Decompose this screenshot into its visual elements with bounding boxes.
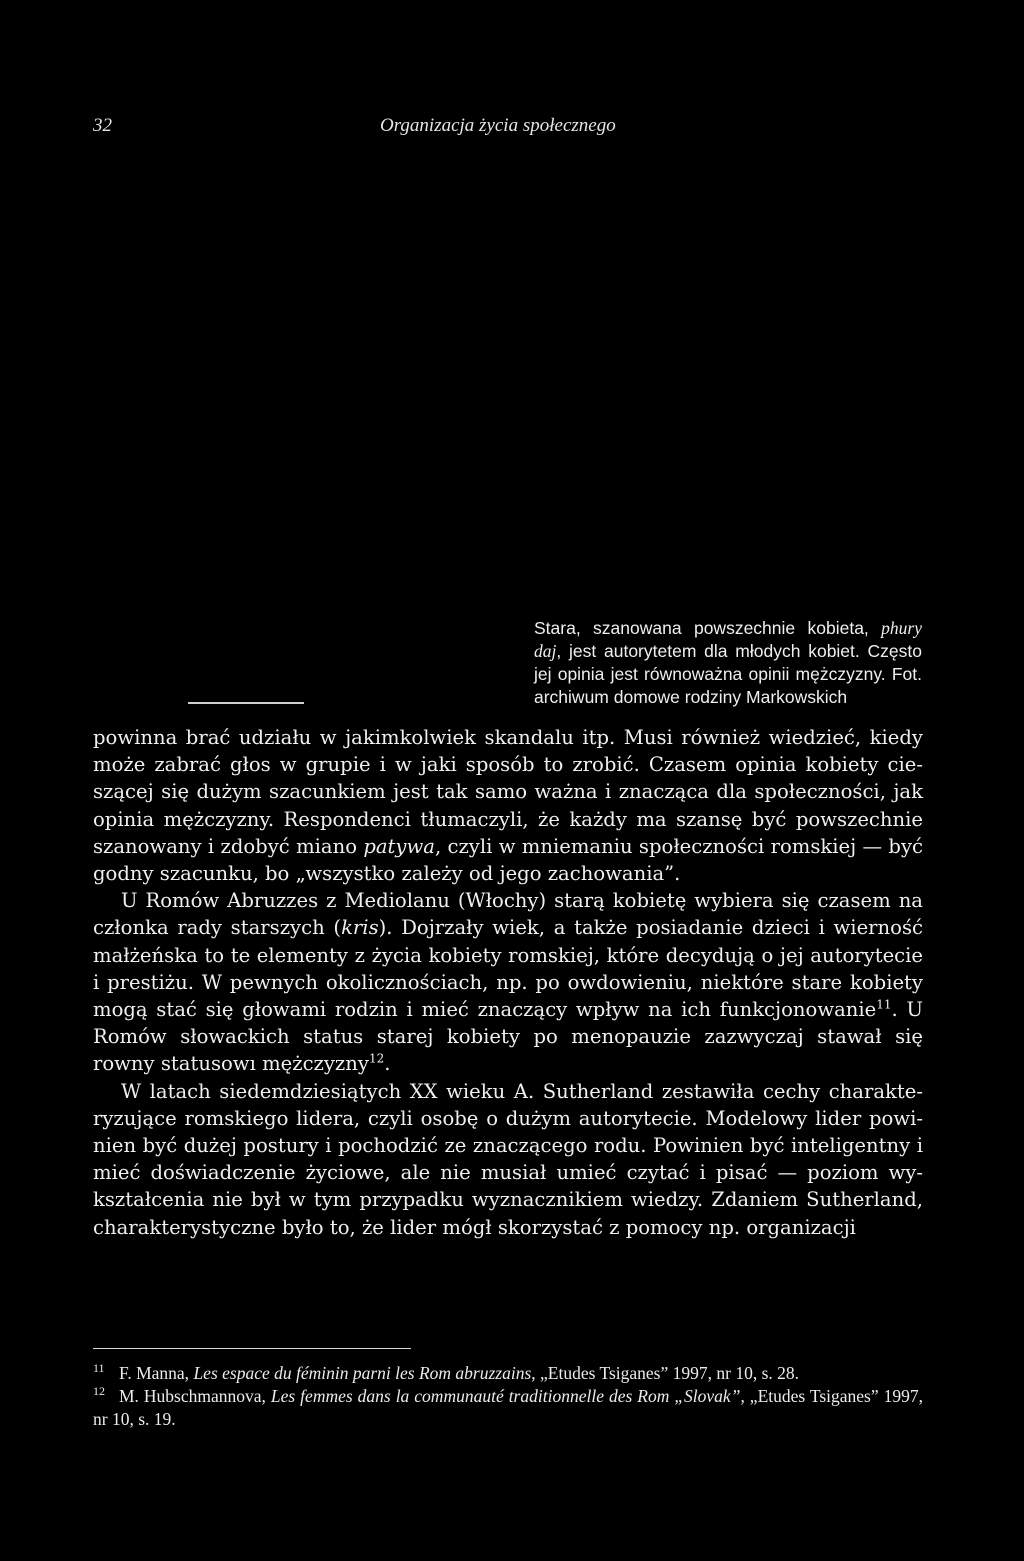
paragraph-2 <box>93 887 923 1077</box>
caption-term: phury daj <box>534 618 922 661</box>
photo-caption <box>534 617 922 709</box>
page-number: 32 <box>93 115 112 136</box>
footnote-ref-11[interactable]: 11 <box>876 997 892 1012</box>
paragraph-1 <box>93 724 923 887</box>
paragraph-2-text-c: . U Romów słowackich status starej kobiety po menopauzie zazwyczaj stawał się rowny statusowı mężczyzny <box>93 998 923 1076</box>
photograph <box>93 160 928 600</box>
photo-edge-line <box>188 702 304 704</box>
running-title: Organizacja życia społecznego <box>380 115 616 136</box>
paragraph-1-text-a: powinna brać udziału w jakimkolwiek skandalu itp. Musi również wiedzieć, kiedy może zabrać głos w grupie i w jaki sposób to zrobić. Czasem opinia kobiety cieszącej się dużym szacunkiem jest tak samo ważna i znacząca dla społeczności, jak opinia mężczyzny. Respondenci tłumaczyli, że każdy ma szansę być powszechnie szanowany i zdobyć miano <box>93 726 923 858</box>
footnote-source: , „Etudes Tsiganes” 1997, nr 10, s. 19. <box>93 1386 923 1429</box>
paragraph-2-term: kris <box>341 916 379 940</box>
footnote-author: M. Hubschmannova, <box>119 1386 271 1406</box>
paragraph-3: W latach siedemdziesiątych XX wieku A. Sutherland zestawiła cechy charakteryzujące romskiego lidera, czyli osobę o dużym autorytecie. Modelowy lider powinien być dużej postury i pochodzić ze znaczącego rodu. Powinien być inteligentny i mieć doświadczenie życiowe, ale nie musiał umieć czytać i pisać — poziom wykształcenia nie był w tym przypadku wyznacznikiem wiedzy. Zdaniem Sutherland, charakterystyczne było to, że lider mógł skorzystać z pomocy np. organizacji <box>93 1079 923 1239</box>
footnote-author: F. Manna, <box>119 1363 194 1383</box>
paragraph-1-text-b: , czyli w mniemaniu społeczności romskiej — być godny szacunku, bo „wszystko zależy od jego zachowania”. <box>93 834 923 886</box>
paragraph-2-text-d: . <box>384 1052 391 1076</box>
paragraph-1-term: patywa <box>363 834 435 858</box>
caption-text-start: Stara, szanowana powszechnie kobieta, <box>534 618 882 638</box>
paragraph-2-text-a: U Romów Abruzzes z Mediolanu (Włochy) starą kobietę wybiera się czasem na członka rady starszych ( <box>93 889 923 940</box>
footnote-11: 11 F. Manna, Les espace du féminin parni les Rom abruzzains, „Etudes Tsiganes” 1997, nr 10, s. 28. <box>93 1361 800 1383</box>
footnote-title: Les femmes dans la communauté traditionnelle des Rom „Slovak” <box>270 1386 741 1406</box>
footnotes <box>93 1362 923 1431</box>
footnote-source: , „Etudes Tsiganes” 1997, nr 10, s. 28. <box>531 1363 800 1383</box>
footnote-ref-12[interactable]: 12 <box>368 1051 385 1066</box>
body-text <box>93 724 923 1241</box>
footnote-title: Les espace du féminin parni les Rom abruzzains <box>193 1363 532 1383</box>
caption-text-end: , jest autorytetem dla młodych kobiet. Często jej opinia jest równoważna opinii mężczyzny. Fot. archiwum domowe rodziny Markowskich <box>534 641 922 707</box>
paragraph-2-text-b: ). Dojrzały wiek, a także posiadanie dzieci i wierność małżeńska to te elementy z życia kobiety romskiej, które decydują o jej autorytecie i prestiżu. W pewnych okolicznościach, np. po owdowieniu, niektóre stare kobiety mogą stać się głowami rodzin i mieć znaczący wpływ na ich funkcjonowanie <box>93 916 923 1022</box>
footnote-12: 12 M. Hubschmannova, Les femmes dans la communauté traditionnelle des Rom „Slovak”, „Etudes Tsiganes” 1997, nr 10, s. 19. <box>93 1384 923 1429</box>
footnote-separator <box>93 1348 411 1349</box>
